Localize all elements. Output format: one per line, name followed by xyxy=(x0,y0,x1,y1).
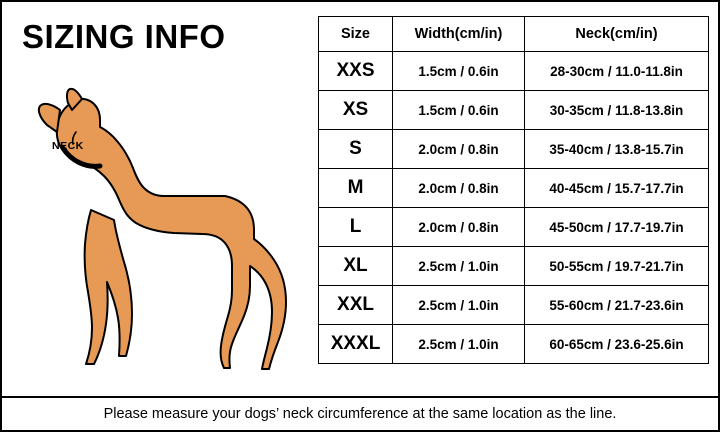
table-row xyxy=(319,325,709,364)
cell-neck: 35-40cm / 13.8-15.7in xyxy=(525,130,709,169)
size-table-container xyxy=(318,16,708,364)
left-panel xyxy=(2,2,312,396)
cell-neck: 55-60cm / 21.7-23.6in xyxy=(525,286,709,325)
cell-size: XL xyxy=(319,247,393,286)
table-row xyxy=(319,130,709,169)
neck-label: NECK xyxy=(52,140,84,152)
cell-size: XXS xyxy=(319,52,393,91)
table-row xyxy=(319,169,709,208)
dog-silhouette xyxy=(39,89,286,369)
table-row xyxy=(319,91,709,130)
cell-width: 2.0cm / 0.8in xyxy=(393,208,525,247)
cell-size: XXXL xyxy=(319,325,393,364)
cell-width: 2.5cm / 1.0in xyxy=(393,325,525,364)
table-row xyxy=(319,247,709,286)
table-row xyxy=(319,52,709,91)
cell-width: 2.5cm / 1.0in xyxy=(393,286,525,325)
cell-neck: 40-45cm / 15.7-17.7in xyxy=(525,169,709,208)
cell-neck: 50-55cm / 19.7-21.7in xyxy=(525,247,709,286)
footer-note: Please measure your dogs’ neck circumference at the same location as the line. xyxy=(103,406,617,422)
cell-neck: 60-65cm / 23.6-25.6in xyxy=(525,325,709,364)
size-table xyxy=(318,16,709,364)
cell-width: 1.5cm / 0.6in xyxy=(393,52,525,91)
table-row xyxy=(319,208,709,247)
cell-size: L xyxy=(319,208,393,247)
column-header-width: Width(cm/in) xyxy=(393,17,525,52)
cell-size: XXL xyxy=(319,286,393,325)
cell-width: 1.5cm / 0.6in xyxy=(393,91,525,130)
cell-neck: 30-35cm / 11.8-13.8in xyxy=(525,91,709,130)
cell-size: XS xyxy=(319,91,393,130)
cell-width: 2.0cm / 0.8in xyxy=(393,130,525,169)
table-row xyxy=(319,286,709,325)
cell-neck: 28-30cm / 11.0-11.8in xyxy=(525,52,709,91)
column-header-size: Size xyxy=(319,17,393,52)
cell-neck: 45-50cm / 17.7-19.7in xyxy=(525,208,709,247)
page-title: SIZING INFO xyxy=(22,18,226,55)
dog-illustration xyxy=(16,80,306,380)
cell-width: 2.5cm / 1.0in xyxy=(393,247,525,286)
cell-size: S xyxy=(319,130,393,169)
table-header-row xyxy=(319,17,709,52)
cell-size: M xyxy=(319,169,393,208)
cell-width: 2.0cm / 0.8in xyxy=(393,169,525,208)
column-header-neck: Neck(cm/in) xyxy=(525,17,709,52)
